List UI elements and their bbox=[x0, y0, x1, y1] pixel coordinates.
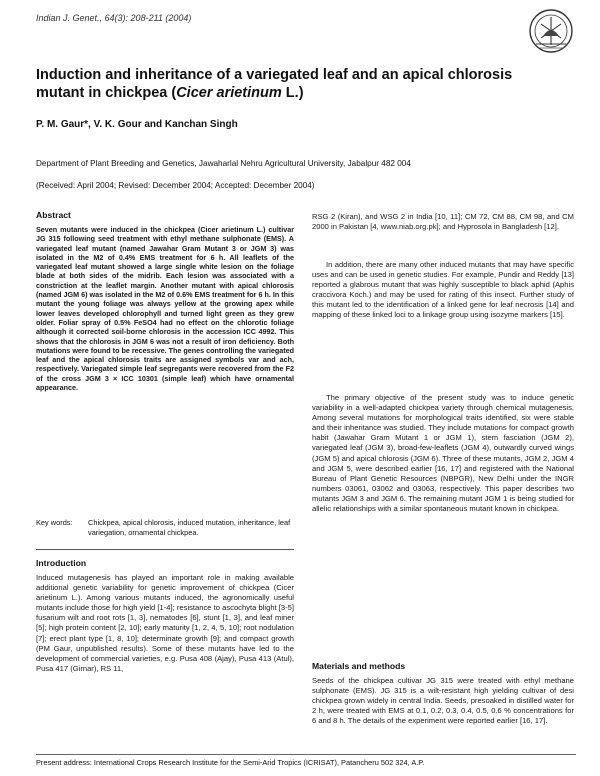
intro-paragraph-3-text: The primary objective of the present study was to induce genetic variability in a well-adapted chickpea variety through chemical mutagenesis. Among several mutations for morphological traits identified, six were stable and their inheritance was studied. They include mutations for compact growth habit (Jawahar Gram Mutant 1 or JGM 1), stem fasciation (JGM 2), variegated leaf (JGM 3), broad-few-leaflets (JGM 4), outwardly curved wings (JGM 5) and apical chlorosis (JGM 6). Three of these mutants, JGM 2, JGM 4 and JGM 5, were described earlier [16, 17] and registered with the National Bureau of Plant Genetic Resources (NBPGR), New Delhi under the INGR numbers 03061, 03062 and 03063, respectively. This paper describes two mutants JGM 3 and JGM 6. The remaining mutant JGM 1 is being studied for allelic relationships with a similar spontaneous mutant known in chickpea. bbox=[312, 393, 574, 514]
methods-section bbox=[312, 661, 574, 726]
section-divider bbox=[36, 549, 294, 550]
intro-continuation bbox=[312, 212, 574, 232]
submission-dates: (Received: April 2004; Revised: December 2004; Accepted: December 2004) bbox=[36, 181, 315, 190]
intro-paragraph-2-text: In addition, there are many other induced mutants that may have specific uses and can be used in genetic studies. For example, Pundir and Reddy [13] reported a glabrous mutant that was highly susceptible to black aphid (Aphis craccivora Koch.) and may be used for rating of this insect. Further study of this mutant led to the identification of a linked gene for leaf necrosis [14] and mapping of these linked loci to a linkage group using isozyme markers [15]. bbox=[312, 260, 574, 320]
methods-heading: Materials and methods bbox=[312, 661, 406, 671]
abstract-heading: Abstract bbox=[36, 210, 71, 220]
abstract-section bbox=[36, 210, 294, 502]
footnote: Present address: International Crops Research Institute for the Semi-Arid Tropics (ICRISAT), Patancheru 502 324, A.P. bbox=[36, 754, 576, 767]
society-emblem-icon bbox=[528, 8, 574, 54]
keywords-label: Key words: bbox=[36, 518, 73, 527]
author-affiliation: Department of Plant Breeding and Genetics, Jawaharlal Nehru Agricultural University, Jabalpur 482 004 bbox=[36, 159, 411, 168]
introduction-section bbox=[36, 558, 294, 674]
author-list: P. M. Gaur*, V. K. Gour and Kanchan Singh bbox=[36, 119, 238, 130]
journal-reference: Indian J. Genet., 64(3): 208-211 (2004) bbox=[36, 13, 192, 23]
introduction-heading: Introduction bbox=[36, 558, 87, 568]
intro-paragraph-3 bbox=[312, 393, 574, 514]
abstract-text: Seven mutants were induced in the chickpea (Cicer arietinum L.) cultivar JG 315 following seed treatment with ethyl methane sulphonate (EMS). A variegated leaf mutant (named Jawahar Gram Mutant 3 or JGM 3) was isolated in the M2 of 0.4% EMS treatment for 6 h. All leaflets of the variegated leaf mutant showed a large single white lesion on the foliage blade at both sides of the midrib. Each lesion was associated with a constriction at the leaflet margin. Another mutant with apical chlorosis (named JGM 6) was isolated in the M2 of 0.6% EMS treatment for 6 h. In this mutant the young foliage was always yellow at the growing apex while lower leaves developed chlorophyll and turned light green as they grew older. Foliar spray of 0.5% FeSO4 had no effect on the chlorotic foliage although it corrected soil-borne chlorosis in the accession ICC 4992. This shows that the chlorosis in JGM 6 was not a result of iron deficiency. Both mutations were found to be recessive. The genes controlling the variegated leaf and the apical chlorosis traits are assigned symbols var and ach, respectively. Variegated simple leaf segregants were recovered from the F2 of the cross JGM 3 × ICC 10301 (simple leaf) which have ornamental appearance. bbox=[36, 225, 295, 393]
keywords-text: Chickpea, apical chlorosis, induced mutation, inheritance, leaf variegation, ornamental chickpea. bbox=[88, 518, 291, 537]
article-title: Induction and inheritance of a variegated leaf and an apical chlorosis mutant in chickpea (Cicer arietinum L.) bbox=[36, 67, 513, 101]
intro-continuation-text: RSG 2 (Kiran), and WSG 2 in India [10, 11]; CM 72, CM 88, CM 98, and CM 2000 in Pakistan [4, www.niab.org.pk]; and Hyprosola in Bangladesh [12]. bbox=[312, 212, 574, 232]
methods-text: Seeds of the chickpea cultivar JG 315 were treated with ethyl methane sulphonate (EMS). JG 315 is a wilt-resistant high yielding cultivar of desi chickpea grown widely in central India. Seeds, presoaked in distilled water for 2 h, were treated with EMS at 0.1, 0.2, 0.3, 0.4, 0.5, 0.6 % concentrations for 6 and 8 h. The details of the experiment were reported earlier [16, 17]. bbox=[312, 676, 574, 726]
intro-paragraph-2 bbox=[312, 260, 574, 321]
introduction-text: Induced mutagenesis has played an important role in making available additional genetic variability for genetic improvement of chickpea (Cicer arietinum L.). Among various mutants induced, the agronomically useful mutants include those for high yield [1-4]; resistance to ascochyta blight [3-5] fusarium wilt and root rots [1, 3], nematodes [6], stunt [1, 3], and leaf miner [5]; high protein content [2, 10]; early maturity [1, 2, 4, 5, 10]; root nodulation [7]; erect plant type [1, 8, 10]; determinate growth [9]; and compact growth (PM Gaur, unpublished results). Some of these mutants have led to the development of commercial varieties, e.g. Pusa 408 (Ajay), Pusa 413 (Atul), Pusa 417 (Girnar), RS 11, bbox=[36, 573, 294, 673]
